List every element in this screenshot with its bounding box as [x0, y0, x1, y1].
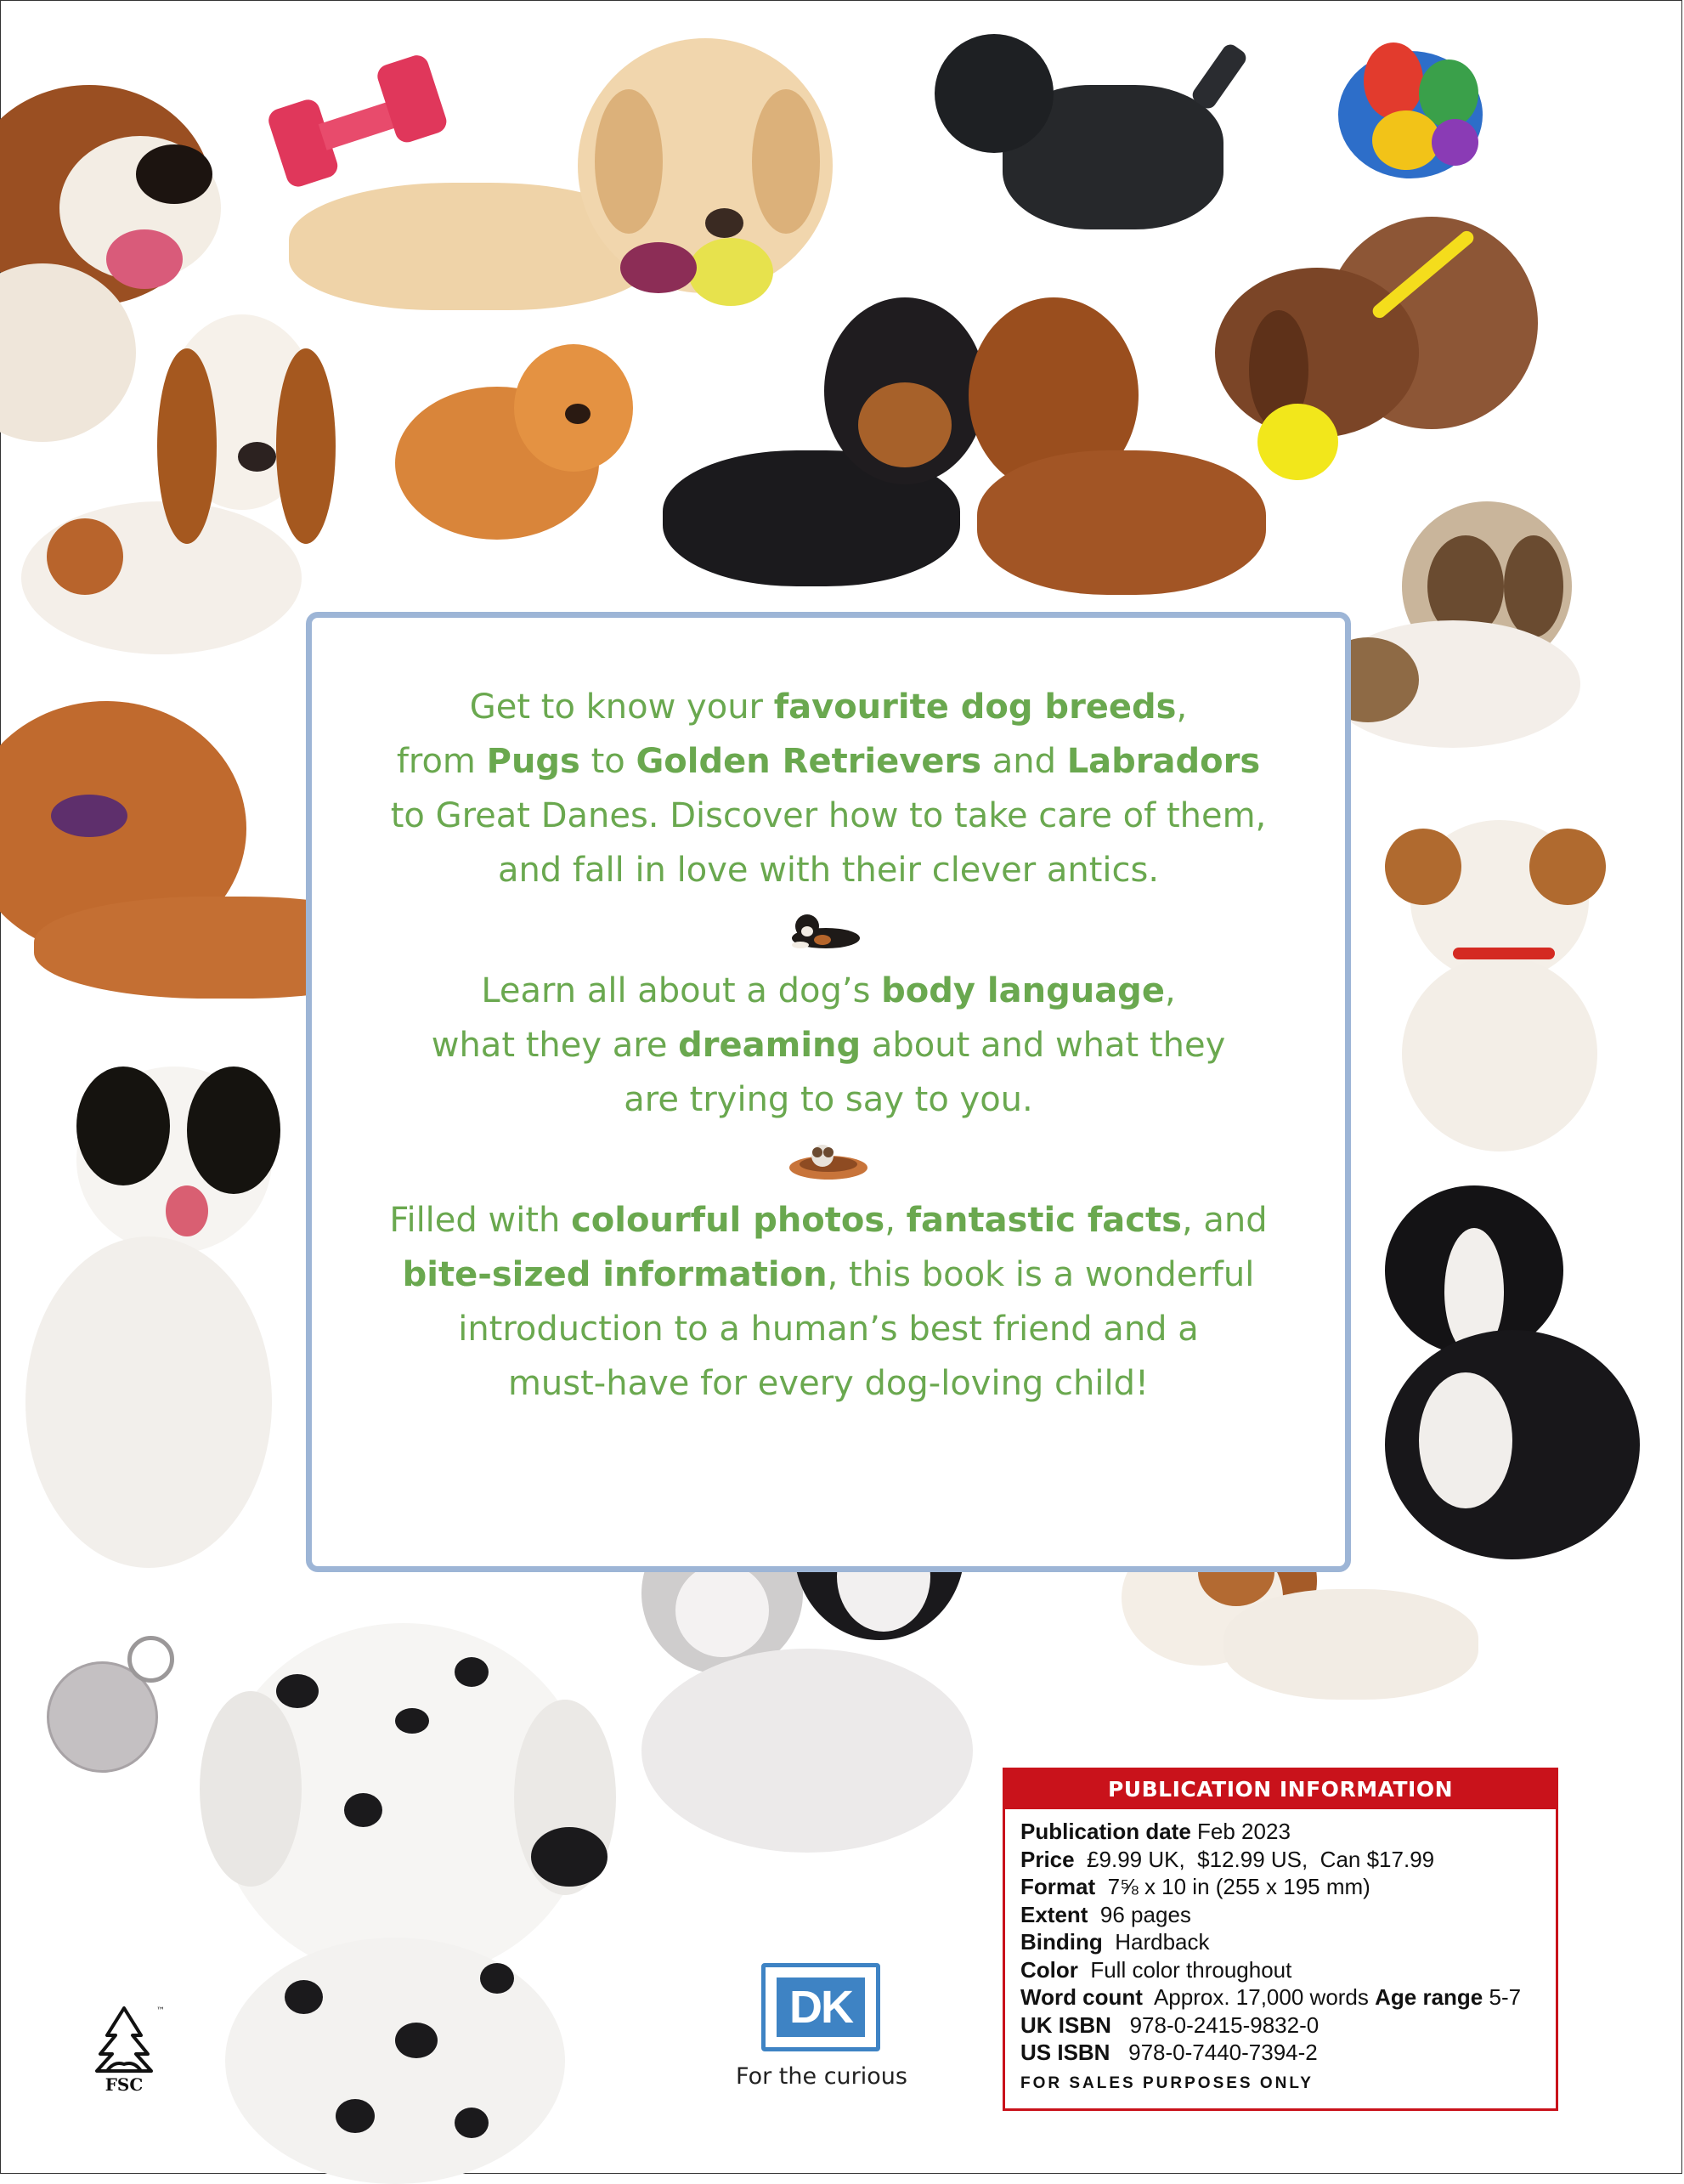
- pub-row-price: Price £9.99 UK, $12.99 US, Can $17.99: [1020, 1846, 1435, 1872]
- pub-row-extent: Extent 96 pages: [1020, 1901, 1191, 1927]
- dachshunds-photo: [646, 280, 1270, 608]
- publication-info-box: [1003, 1768, 1558, 2111]
- pub-row-color: Color Full color throughout: [1020, 1956, 1292, 1983]
- knot-ball-toy: [1338, 42, 1491, 187]
- pub-row-date: Publication date Feb 2023: [1020, 1819, 1291, 1844]
- dk-logo: [761, 1963, 880, 2051]
- pub-row-binding: Binding Hardback: [1020, 1929, 1210, 1955]
- wire-haired-dachshund-photo: [1215, 217, 1551, 493]
- golden-retriever-puppy-photo: [289, 38, 833, 319]
- jack-russell-puppy-photo: [1376, 820, 1614, 1160]
- dog-in-bed-divider-icon: [782, 1137, 875, 1181]
- dalmatian-puppy-photo: [174, 1623, 624, 2176]
- pub-row-wordcount: Word count Approx. 17,000 words Age range 5-7: [1020, 1984, 1522, 2010]
- dk-tagline: For the curious: [736, 2063, 907, 2090]
- blurb-paragraph-3: Filled with colourful photos, fantastic facts, and bite-sized information, this book is a wonderful introduction to a human’s best friend and a must-have for every dog-loving child!: [389, 1201, 1268, 1403]
- publication-info-body: [1005, 1809, 1556, 2097]
- sales-purposes-note: FOR SALES PURPOSES ONLY: [1020, 2074, 1314, 2092]
- blurb-paragraph-1: Get to know your favourite dog breeds, from Pugs to Golden Retrievers and Labradors to Great Danes. Discover how to take care of them, and fall in love with their clever antics.: [390, 687, 1267, 890]
- publication-info-header: PUBLICATION INFORMATION: [1005, 1770, 1556, 1809]
- pomeranian-photo: [395, 344, 641, 574]
- bernese-dog-divider-icon: [782, 908, 875, 952]
- pub-row-format: Format 7⅝ x 10 in (255 x 195 mm): [1020, 1874, 1370, 1899]
- scottish-terrier-photo: [935, 34, 1257, 246]
- dog-tag-photo: [47, 1636, 174, 1768]
- fsc-label: FSC: [105, 2074, 144, 2095]
- blurb-text: [323, 680, 1334, 1411]
- blurb-paragraph-2: Learn all about a dog’s body language, what they are dreaming about and what they are trying to say to you.: [431, 971, 1226, 1119]
- basset-hound-photo: [21, 314, 357, 663]
- fsc-trademark: ™: [156, 2006, 165, 2016]
- dk-logo-text: DK: [777, 1977, 865, 2037]
- pub-row-us-isbn: US ISBN 978-0-7440-7394-2: [1020, 2040, 1318, 2065]
- pub-row-uk-isbn: UK ISBN 978-0-2415-9832-0: [1020, 2011, 1320, 2038]
- fsc-tree-icon: [82, 2001, 167, 2095]
- spaniel-mix-photo: [0, 1067, 289, 1572]
